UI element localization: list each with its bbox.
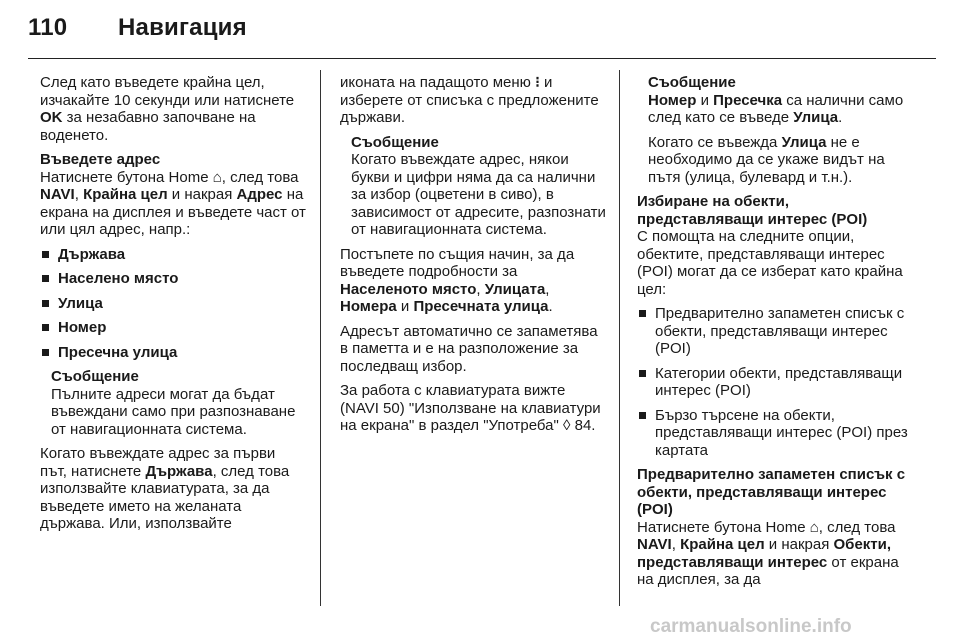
note-box	[351, 134, 606, 239]
column-3	[637, 74, 917, 596]
home-icon: ⌂	[809, 518, 819, 536]
note-box	[648, 74, 917, 186]
paragraph-address: Натиснете бутона Home ⌂, след това NAVI, Крайна цел и накрая Адрес на екрана на дисплея и въведете част от или цял адрес, напр.:	[40, 168, 306, 238]
reference-icon: ◊	[563, 417, 571, 434]
ok-label: OK	[40, 109, 63, 126]
paragraph-intro: След като въведете крайна цел, изчакайте 10 секунди или натиснете OK за незабавно започване на воденето.	[40, 74, 295, 144]
note-title: Съобщение	[351, 133, 439, 151]
paragraph-country: Когато въвеждате адрес за първи път, натиснете Държава, след това използвайте клавиатурата, за да въведете името на желаната държава. Или, използвайте	[40, 445, 290, 532]
list-item: Населено място	[40, 270, 306, 288]
paragraph-saved-poi: Натиснете бутона Home ⌂, след това NAVI, Крайна цел и накрая Обекти, представляващи интерес от екрана на дисплея, за да	[637, 518, 899, 588]
home-icon: ⌂	[212, 168, 222, 186]
list-item: Номер	[40, 319, 306, 337]
page-header	[28, 14, 247, 42]
watermark: carmanualsonline.info	[650, 616, 852, 637]
column-divider	[320, 70, 321, 606]
page-title: Навигация	[118, 14, 247, 41]
list-item: Пресечна улица	[40, 344, 306, 362]
list-item: Предварително запаметен списък с обекти, представляващи интерес (POI)	[637, 305, 917, 358]
section-heading-saved-poi: Предварително запаметен списък с обекти, представляващи интерес (POI)	[637, 466, 906, 518]
page-number: 110	[28, 14, 68, 41]
paragraph-dropdown: иконата на падащото меню ⁝ и изберете от списъка с предложените държави.	[340, 74, 599, 126]
header-rule	[28, 58, 936, 59]
note-text: Когато се въвежда Улица не е необходимо да се укаже видът на пътя (улица, булевард и т.н.).	[648, 133, 885, 186]
note-title: Съобщение	[51, 368, 139, 385]
paragraph-keyboard: За работа с клавиатурата вижте (NAVI 50) "Използване на клавиатури на екрана" в раздел "Употреба" ◊ 84.	[340, 382, 601, 434]
note-text: Номер и Пресечка са налични само след като се въведе Улица.	[648, 91, 904, 126]
list-item: Държава	[40, 246, 306, 264]
paragraph-poi: С помощта на следните опции, обектите, представляващи интерес (POI) могат да се изберат като крайна цел:	[637, 228, 903, 298]
column-1	[40, 74, 306, 540]
note-box	[51, 368, 306, 438]
poi-options-list	[637, 305, 917, 459]
paragraph-memory: Адресът автоматично се запаметява в паметта и е на разположение за последващ избор.	[340, 322, 598, 375]
note-title: Съобщение	[648, 74, 736, 91]
note-text: Пълните адреси могат да бъдат въвеждани само при разпознаване от навигационната система.	[51, 385, 296, 438]
column-2	[340, 74, 606, 442]
menu-icon: ⁝	[535, 74, 540, 91]
section-heading-poi: Избиране на обекти, представляващи интерес (POI)	[637, 193, 868, 228]
list-item: Бързо търсене на обекти, представляващи интерес (POI) през картата	[637, 407, 917, 460]
column-divider	[619, 70, 620, 606]
list-item: Улица	[40, 295, 306, 313]
section-heading-address: Въведете адрес	[40, 151, 161, 168]
paragraph-details: Постъпете по същия начин, за да въведете подробности за Населеното място, Улицата, Номера и Пресечната улица.	[340, 245, 575, 315]
address-fields-list	[40, 246, 306, 362]
list-item: Категории обекти, представляващи интерес (POI)	[637, 365, 917, 400]
note-text: Когато въвеждате адрес, някои букви и цифри няма да са налични за избор (оцветени в сиво), в зависимост от адресите, разпознати от навигационната система.	[351, 151, 606, 238]
